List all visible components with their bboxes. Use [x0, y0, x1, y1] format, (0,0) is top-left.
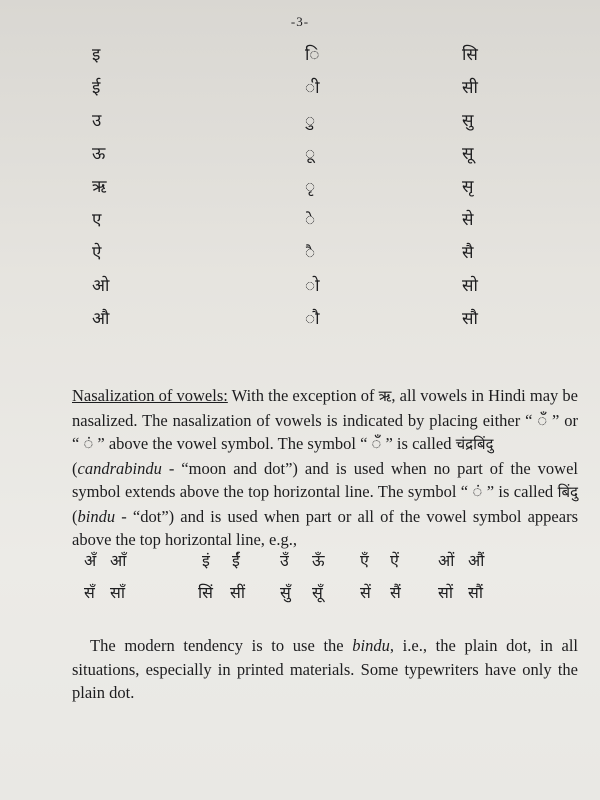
closing-paragraph	[72, 634, 578, 705]
example-glyph: ओं	[438, 551, 455, 570]
vowel: ऐ	[92, 243, 102, 263]
vowel-sign: ो	[305, 276, 320, 296]
vowel-example: सी	[462, 78, 478, 98]
example-glyph: ऊँ	[312, 551, 325, 570]
vowel-example: सि	[462, 45, 478, 65]
vowel-example: सौ	[462, 309, 478, 329]
text: , all vowels in Hindi may be nasalized. The nasalization of vowels is indicated by placing either “ ँ ” or “ ं ” above the vowel symbol. The symbol “ ँ ” is called	[72, 386, 579, 453]
vowel-example: सू	[462, 144, 474, 164]
nasalization-paragraph	[72, 384, 578, 552]
vowel-row	[0, 269, 600, 302]
page-number: -3-	[290, 14, 310, 29]
example-glyph: सें	[360, 583, 371, 602]
vowel: औ	[92, 309, 110, 329]
example-glyph: ऐं	[390, 551, 399, 570]
example-glyph: अँ	[84, 551, 97, 570]
example-glyph: ईं	[232, 551, 240, 570]
vowel-sign: ै	[305, 243, 316, 263]
example-glyph: साँ	[110, 583, 125, 602]
vowel-sign: ु	[305, 111, 316, 131]
vowel-sign: ू	[305, 144, 316, 164]
vowel-example: सृ	[462, 177, 474, 197]
text: (	[72, 506, 78, 526]
text: (	[72, 458, 78, 478]
example-glyph: औं	[468, 551, 485, 570]
text: The modern tendency is to use the	[90, 636, 353, 655]
section-heading: Nasalization of vowels:	[72, 386, 228, 405]
vowel: उ	[92, 111, 102, 131]
vowel-row	[0, 236, 600, 269]
vowel-sign: े	[305, 210, 316, 230]
example-glyph: सीं	[230, 583, 245, 602]
bindu-term: बिंदु	[557, 483, 578, 501]
vowel-example: सै	[462, 243, 474, 263]
example-glyph: सिं	[198, 583, 213, 602]
example-glyph: उँ	[280, 551, 289, 570]
example-glyph: सूँ	[312, 583, 323, 602]
text: , i.e., the plain dot, in all situations, especially in printed materials. Some typewriters have only the plain dot.	[72, 636, 579, 702]
bindu-roman: bindu	[77, 506, 116, 526]
vowel: ऊ	[92, 144, 106, 164]
example-glyph: सैं	[390, 583, 401, 602]
text: With the exception of	[227, 386, 379, 405]
vowel-sign: ौ	[305, 309, 320, 329]
vowel: ए	[92, 210, 102, 230]
vowel: ऋ	[92, 177, 107, 197]
vowel-table	[0, 38, 600, 335]
vowel: इ	[92, 45, 101, 65]
chandrabindu-roman: candrabindu	[77, 458, 162, 478]
vowel-sign: ृ	[305, 177, 316, 197]
text: - “moon and dot”) and is used when no part of the vowel symbol extends above the top horizontal line. The symbol “ ं ” is called	[72, 458, 578, 501]
vowel: ओ	[92, 276, 110, 296]
vowel-sign: ी	[305, 78, 320, 98]
example-glyph: इं	[202, 551, 210, 570]
vowel-example: से	[462, 210, 474, 230]
vowel-row	[0, 302, 600, 335]
vowel-row	[0, 38, 600, 71]
vowel-row	[0, 203, 600, 236]
chandrabindu-term: चंद्रबिंदु	[455, 435, 494, 453]
vowel: ई	[92, 78, 101, 98]
example-glyph: सुँ	[280, 583, 291, 602]
vowel-row	[0, 137, 600, 170]
example-glyph: सों	[438, 583, 453, 602]
vowel-row	[0, 170, 600, 203]
example-glyph: एँ	[360, 551, 369, 570]
text: ऋ	[378, 387, 392, 405]
vowel-sign: ि	[305, 45, 320, 65]
example-glyph: सँ	[84, 583, 95, 602]
example-glyph: आँ	[110, 551, 127, 570]
bindu-roman: bindu	[352, 636, 390, 655]
example-glyph: सौं	[468, 583, 483, 602]
text: - “dot”) and is used when part or all of the vowel symbol appears above the top horizontal line, e.g.,	[72, 506, 578, 549]
vowel-example: सो	[462, 276, 478, 296]
vowel-row	[0, 71, 600, 104]
vowel-row	[0, 104, 600, 137]
vowel-example: सु	[462, 111, 474, 131]
